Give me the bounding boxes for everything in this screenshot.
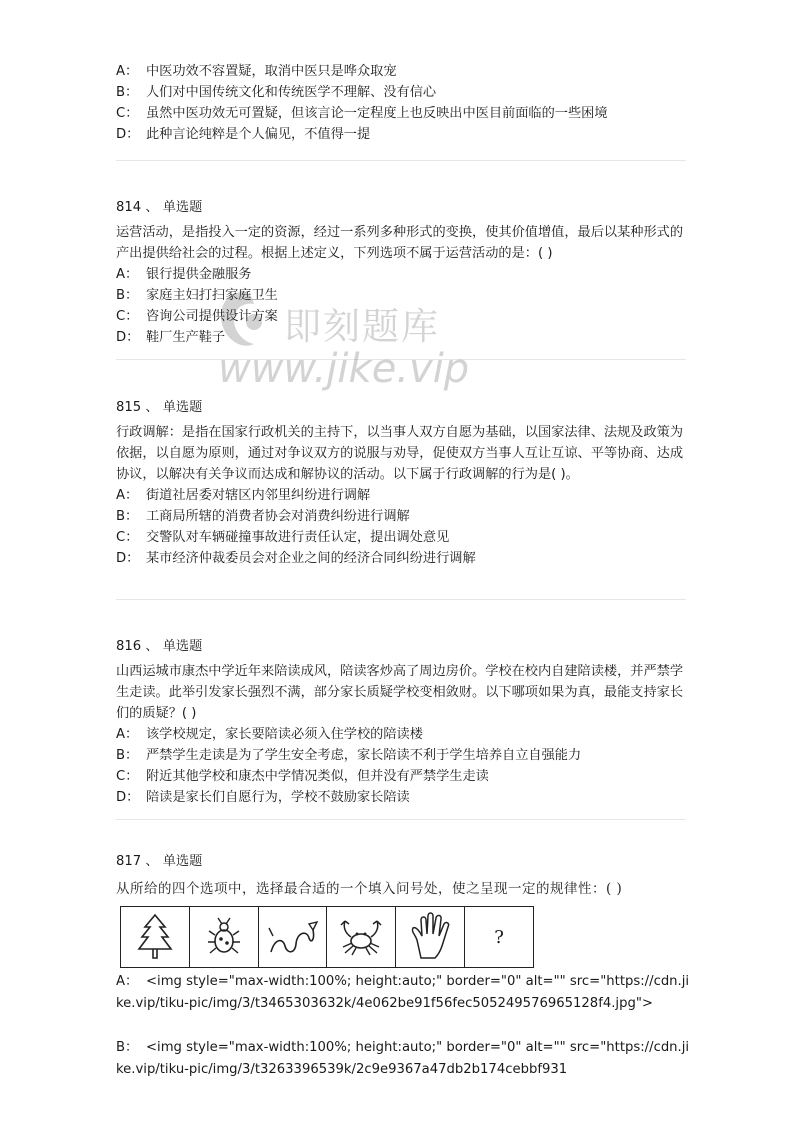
question-header: 814 、 单选题 (116, 200, 203, 215)
option-d[interactable]: D： 鞋厂生产鞋子 (116, 330, 226, 345)
question-813-options (116, 61, 686, 145)
option-a[interactable]: A： <img style="max-width:100%; height:auto;" border="0" alt="" src="https://cdn.jike.vip/tiku-pic/img/3/t3465303632k/4e062be91f56fec505249576965128f4.jpg"> (116, 974, 690, 1011)
option-a[interactable]: A： 中医功效不容置疑，取消中医只是哗众取宠 (116, 64, 397, 79)
figure-caption: 从所给的四个选项中，选择最合适的一个填入问号处，使之呈现一定的规律性：( ) (116, 881, 623, 897)
option-a[interactable]: A： 街道社居委对辖区内邻里纠纷进行调解 (116, 488, 371, 503)
option-d[interactable]: D： 此种言论纯粹是个人偏见，不值得一提 (116, 127, 371, 142)
divider (116, 359, 686, 360)
option-c[interactable]: C： 咨询公司提供设计方案 (116, 309, 278, 324)
question-stem: 行政调解：是指在国家行政机关的主持下，以当事人双方自愿为基础，以国家法律、法规及政策为依据，以自愿为原则，通过对争议双方的说服与劝导，促使双方当事人互让互谅、平等协商、达成协议，以解决有关争议而达成和解协议的活动。以下属于行政调解的行为是( )。 (116, 425, 684, 482)
question-817 (116, 852, 686, 872)
hand-icon (396, 907, 465, 967)
question-814 (116, 198, 686, 348)
snake-icon (259, 907, 328, 967)
question-header: 817 、 单选题 (116, 854, 203, 869)
question-816 (116, 637, 686, 808)
watermark-url: www.jike.vip (218, 346, 470, 392)
option-b[interactable]: B： 人们对中国传统文化和传统医学不理解、没有信心 (116, 85, 437, 100)
divider (116, 819, 686, 820)
option-b[interactable]: B： <img style="max-width:100%; height:auto;" border="0" alt="" src="https://cdn.jike.vip/tiku-pic/img/3/t3263396539k/2c9e9367a47db2b174cebbf931 (116, 1040, 690, 1077)
option-b[interactable]: B： 严禁学生走读是为了学生安全考虑，家长陪读不利于学生培养自立自强能力 (116, 748, 582, 763)
tree-icon (121, 907, 190, 967)
option-c[interactable]: C： 交警队对车辆碰撞事故进行责任认定，提出调处意见 (116, 530, 450, 545)
question-stem: 运营活动，是指投入一定的资源，经过一系列多种形式的变换，使其价值增值，最后以某种形式的产出提供给社会的过程。根据上述定义，下列选项不属于运营活动的是：( ) (116, 225, 684, 261)
option-b[interactable]: B： 家庭主妇打扫家庭卫生 (116, 288, 278, 303)
question-mark-cell: ? (494, 926, 504, 948)
beetle-icon (190, 907, 259, 967)
watermark-brand: 即刻题库 (284, 305, 440, 348)
option-d[interactable]: D： 陪读是家长们自愿行为，学校不鼓励家长陪读 (116, 790, 410, 805)
option-c[interactable]: C： 附近其他学校和康杰中学情况类似，但并没有严禁学生走读 (116, 769, 489, 784)
question-815 (116, 398, 686, 569)
divider (116, 599, 686, 600)
crab-icon (327, 907, 396, 967)
question-header: 816 、 单选题 (116, 639, 203, 654)
option-b[interactable]: B： 工商局所辖的消费者协会对消费纠纷进行调解 (116, 509, 410, 524)
option-d[interactable]: D： 某市经济仲裁委员会对企业之间的经济合同纠纷进行调解 (116, 551, 476, 566)
question-stem: 山西运城市康杰中学近年来陪读成风，陪读客炒高了周边房价。学校在校内自建陪读楼，并严禁学生走读。此举引发家长强烈不满，部分家长质疑学校变相敛财。以下哪项如果为真，最能支持家长们的质疑？( ) (116, 664, 684, 721)
question-header: 815 、 单选题 (116, 400, 203, 415)
option-a[interactable]: A： 银行提供金融服务 (116, 267, 252, 282)
option-c[interactable]: C： 虽然中医功效无可置疑，但该言论一定程度上也反映出中医目前面临的一些困境 (116, 106, 608, 121)
divider (116, 160, 686, 161)
figure-sequence (120, 906, 534, 968)
option-a[interactable]: A： 该学校规定，家长要陪读必须入住学校的陪读楼 (116, 727, 423, 742)
